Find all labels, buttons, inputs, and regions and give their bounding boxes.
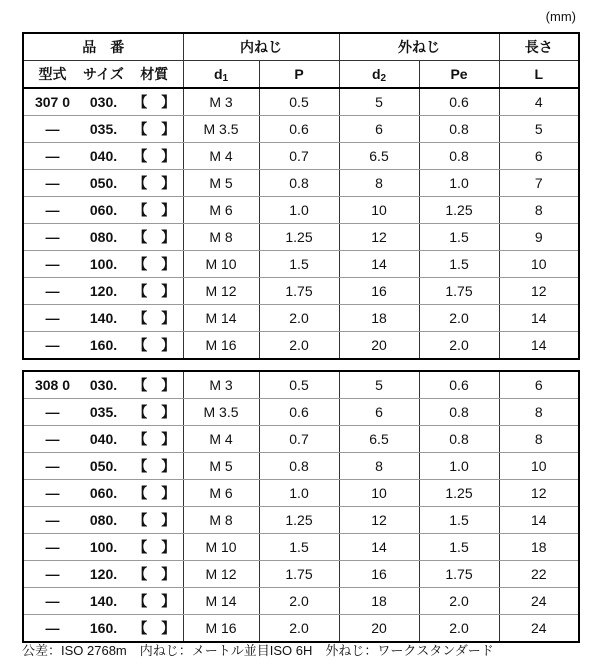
model-cell: — (23, 278, 81, 305)
outer-thread-header: 外ねじ (339, 33, 499, 61)
tolerance-note: 公差：ISO 2768m 内ねじ：メートル並目ISO 6H 外ねじ：ワークスタンダード (22, 643, 494, 658)
length-header: 長さ (499, 33, 579, 61)
outer-thread-diameter-cell: 5 (339, 88, 419, 116)
table-row (23, 588, 579, 615)
inner-thread-diameter-cell: M 3 (183, 371, 259, 399)
material-cell: 【 】 (126, 332, 183, 360)
inner-thread-pitch-cell: 0.6 (259, 116, 339, 143)
outer-thread-diameter-cell: 20 (339, 615, 419, 643)
model-cell: — (23, 480, 81, 507)
inner-thread-pitch-cell: 1.75 (259, 278, 339, 305)
outer-thread-pitch-cell: 2.0 (419, 588, 499, 615)
outer-thread-diameter-cell: 12 (339, 224, 419, 251)
material-cell: 【 】 (126, 561, 183, 588)
outer-thread-diameter-cell: 12 (339, 507, 419, 534)
size-cell: 050. (81, 170, 126, 197)
material-cell: 【 】 (126, 534, 183, 561)
table-row (23, 615, 579, 643)
inner-thread-pitch-cell: 1.75 (259, 561, 339, 588)
outer-thread-diameter-cell: 14 (339, 534, 419, 561)
model-cell: — (23, 305, 81, 332)
size-cell: 030. (81, 371, 126, 399)
model-cell: — (23, 116, 81, 143)
material-cell: 【 】 (126, 88, 183, 116)
outer-thread-pitch-cell: 1.0 (419, 170, 499, 197)
length-cell: 5 (499, 116, 579, 143)
pitch-pe-header: Pe (419, 61, 499, 89)
size-cell: 120. (81, 561, 126, 588)
outer-thread-pitch-cell: 1.25 (419, 480, 499, 507)
material-cell: 【 】 (126, 251, 183, 278)
length-cell: 14 (499, 305, 579, 332)
table-row (23, 305, 579, 332)
table-row (23, 278, 579, 305)
d2-header-label: d (371, 66, 381, 82)
table-row (23, 251, 579, 278)
outer-thread-diameter-cell: 10 (339, 197, 419, 224)
length-cell: 8 (499, 399, 579, 426)
table-row (23, 453, 579, 480)
outer-thread-pitch-cell: 1.5 (419, 507, 499, 534)
d1-header (183, 61, 259, 89)
inner-thread-pitch-cell: 2.0 (259, 332, 339, 360)
inner-thread-diameter-cell: M 6 (183, 480, 259, 507)
table-row (23, 426, 579, 453)
outer-thread-diameter-cell: 6.5 (339, 143, 419, 170)
model-cell: — (23, 426, 81, 453)
table-row (23, 197, 579, 224)
outer-thread-diameter-cell: 16 (339, 561, 419, 588)
outer-thread-pitch-cell: 1.5 (419, 534, 499, 561)
size-cell: 040. (81, 426, 126, 453)
d2-header (339, 61, 419, 89)
inner-thread-diameter-cell: M 5 (183, 453, 259, 480)
size-cell: 060. (81, 480, 126, 507)
outer-thread-diameter-cell: 8 (339, 453, 419, 480)
inner-thread-pitch-cell: 0.8 (259, 453, 339, 480)
inner-thread-pitch-cell: 0.6 (259, 399, 339, 426)
outer-thread-diameter-cell: 6 (339, 116, 419, 143)
size-cell: 100. (81, 251, 126, 278)
model-cell: — (23, 615, 81, 643)
material-cell: 【 】 (126, 588, 183, 615)
material-cell: 【 】 (126, 278, 183, 305)
size-cell: 035. (81, 399, 126, 426)
outer-thread-pitch-cell: 2.0 (419, 615, 499, 643)
inner-thread-diameter-cell: M 8 (183, 224, 259, 251)
material-cell: 【 】 (126, 371, 183, 399)
table-row (23, 561, 579, 588)
table-row (23, 116, 579, 143)
material-cell: 【 】 (126, 116, 183, 143)
size-cell: 100. (81, 534, 126, 561)
model-cell: — (23, 197, 81, 224)
inner-thread-diameter-cell: M 3.5 (183, 399, 259, 426)
outer-thread-diameter-cell: 6.5 (339, 426, 419, 453)
inner-thread-diameter-cell: M 3.5 (183, 116, 259, 143)
outer-thread-diameter-cell: 6 (339, 399, 419, 426)
model-cell: — (23, 507, 81, 534)
length-cell: 24 (499, 588, 579, 615)
material-cell: 【 】 (126, 143, 183, 170)
inner-thread-diameter-cell: M 16 (183, 332, 259, 360)
length-cell: 14 (499, 332, 579, 360)
inner-thread-diameter-cell: M 12 (183, 278, 259, 305)
inner-thread-pitch-cell: 2.0 (259, 588, 339, 615)
size-cell: 030. (81, 88, 126, 116)
material-cell: 【 】 (126, 399, 183, 426)
pitch-p-header: P (259, 61, 339, 89)
spec-table-2 (22, 370, 580, 643)
model-cell: — (23, 332, 81, 360)
header-row-columns (23, 61, 579, 89)
size-cell: 160. (81, 615, 126, 643)
inner-thread-diameter-cell: M 14 (183, 305, 259, 332)
length-cell: 8 (499, 197, 579, 224)
size-cell: 140. (81, 305, 126, 332)
inner-thread-diameter-cell: M 12 (183, 561, 259, 588)
model-cell: 308 0 (23, 371, 81, 399)
model-cell: — (23, 143, 81, 170)
inner-thread-pitch-cell: 0.8 (259, 170, 339, 197)
length-cell: 22 (499, 561, 579, 588)
model-cell: — (23, 453, 81, 480)
length-cell: 24 (499, 615, 579, 643)
length-cell: 18 (499, 534, 579, 561)
inner-thread-pitch-cell: 0.7 (259, 426, 339, 453)
size-cell: 160. (81, 332, 126, 360)
size-header: サイズ (81, 61, 126, 89)
table-row (23, 88, 579, 116)
table-1-body (23, 88, 579, 359)
length-cell: 6 (499, 371, 579, 399)
inner-thread-diameter-cell: M 16 (183, 615, 259, 643)
length-cell: 9 (499, 224, 579, 251)
table-row (23, 480, 579, 507)
inner-thread-diameter-cell: M 8 (183, 507, 259, 534)
spec-table-1 (22, 32, 580, 360)
inner-thread-pitch-cell: 1.5 (259, 534, 339, 561)
table-row (23, 224, 579, 251)
outer-thread-diameter-cell: 8 (339, 170, 419, 197)
material-cell: 【 】 (126, 426, 183, 453)
outer-thread-pitch-cell: 1.25 (419, 197, 499, 224)
inner-thread-pitch-cell: 1.25 (259, 224, 339, 251)
outer-thread-pitch-cell: 1.5 (419, 224, 499, 251)
outer-thread-diameter-cell: 10 (339, 480, 419, 507)
outer-thread-diameter-cell: 16 (339, 278, 419, 305)
table-row (23, 399, 579, 426)
length-cell: 8 (499, 426, 579, 453)
inner-thread-pitch-cell: 2.0 (259, 615, 339, 643)
material-cell: 【 】 (126, 224, 183, 251)
length-cell: 7 (499, 170, 579, 197)
inner-thread-pitch-cell: 1.5 (259, 251, 339, 278)
outer-thread-diameter-cell: 18 (339, 305, 419, 332)
size-cell: 080. (81, 507, 126, 534)
material-cell: 【 】 (126, 480, 183, 507)
size-cell: 035. (81, 116, 126, 143)
outer-thread-pitch-cell: 1.75 (419, 561, 499, 588)
inner-thread-diameter-cell: M 14 (183, 588, 259, 615)
model-cell: — (23, 224, 81, 251)
unit-label: (mm) (545, 9, 576, 24)
length-l-header: L (499, 61, 579, 89)
outer-thread-pitch-cell: 1.0 (419, 453, 499, 480)
outer-thread-pitch-cell: 0.8 (419, 143, 499, 170)
table-row (23, 371, 579, 399)
table-row (23, 507, 579, 534)
size-cell: 140. (81, 588, 126, 615)
outer-thread-pitch-cell: 0.8 (419, 399, 499, 426)
inner-thread-pitch-cell: 0.5 (259, 88, 339, 116)
material-header: 材質 (126, 61, 183, 89)
outer-thread-pitch-cell: 2.0 (419, 305, 499, 332)
table-row (23, 332, 579, 360)
inner-thread-pitch-cell: 1.25 (259, 507, 339, 534)
size-cell: 080. (81, 224, 126, 251)
inner-thread-diameter-cell: M 4 (183, 426, 259, 453)
model-cell: — (23, 399, 81, 426)
size-cell: 120. (81, 278, 126, 305)
d1-header-subscript: 1 (222, 73, 229, 84)
d1-header-label: d (213, 66, 223, 82)
inner-thread-diameter-cell: M 6 (183, 197, 259, 224)
outer-thread-pitch-cell: 1.5 (419, 251, 499, 278)
d2-header-subscript: 2 (380, 73, 387, 84)
material-cell: 【 】 (126, 305, 183, 332)
model-cell: — (23, 534, 81, 561)
inner-thread-pitch-cell: 1.0 (259, 197, 339, 224)
model-cell: — (23, 251, 81, 278)
material-cell: 【 】 (126, 453, 183, 480)
length-cell: 14 (499, 507, 579, 534)
inner-thread-pitch-cell: 0.5 (259, 371, 339, 399)
material-cell: 【 】 (126, 615, 183, 643)
model-cell: — (23, 588, 81, 615)
inner-thread-diameter-cell: M 4 (183, 143, 259, 170)
model-header: 型式 (23, 61, 81, 89)
inner-thread-diameter-cell: M 10 (183, 251, 259, 278)
length-cell: 12 (499, 480, 579, 507)
inner-thread-header: 内ねじ (183, 33, 339, 61)
model-cell: — (23, 561, 81, 588)
length-cell: 6 (499, 143, 579, 170)
size-cell: 040. (81, 143, 126, 170)
table-row (23, 170, 579, 197)
table-header (23, 33, 579, 88)
outer-thread-pitch-cell: 0.8 (419, 116, 499, 143)
size-cell: 050. (81, 453, 126, 480)
material-cell: 【 】 (126, 170, 183, 197)
part-number-header: 品 番 (23, 33, 183, 61)
outer-thread-pitch-cell: 0.8 (419, 426, 499, 453)
outer-thread-pitch-cell: 2.0 (419, 332, 499, 360)
table-row (23, 143, 579, 170)
outer-thread-pitch-cell: 0.6 (419, 88, 499, 116)
inner-thread-pitch-cell: 2.0 (259, 305, 339, 332)
outer-thread-pitch-cell: 0.6 (419, 371, 499, 399)
table-2-body (23, 371, 579, 642)
inner-thread-diameter-cell: M 10 (183, 534, 259, 561)
model-cell: 307 0 (23, 88, 81, 116)
length-cell: 10 (499, 453, 579, 480)
length-cell: 12 (499, 278, 579, 305)
outer-thread-diameter-cell: 14 (339, 251, 419, 278)
header-row-group (23, 33, 579, 61)
outer-thread-diameter-cell: 5 (339, 371, 419, 399)
outer-thread-diameter-cell: 20 (339, 332, 419, 360)
material-cell: 【 】 (126, 507, 183, 534)
outer-thread-diameter-cell: 18 (339, 588, 419, 615)
size-cell: 060. (81, 197, 126, 224)
table-row (23, 534, 579, 561)
inner-thread-diameter-cell: M 5 (183, 170, 259, 197)
material-cell: 【 】 (126, 197, 183, 224)
length-cell: 4 (499, 88, 579, 116)
length-cell: 10 (499, 251, 579, 278)
inner-thread-diameter-cell: M 3 (183, 88, 259, 116)
inner-thread-pitch-cell: 0.7 (259, 143, 339, 170)
inner-thread-pitch-cell: 1.0 (259, 480, 339, 507)
outer-thread-pitch-cell: 1.75 (419, 278, 499, 305)
model-cell: — (23, 170, 81, 197)
